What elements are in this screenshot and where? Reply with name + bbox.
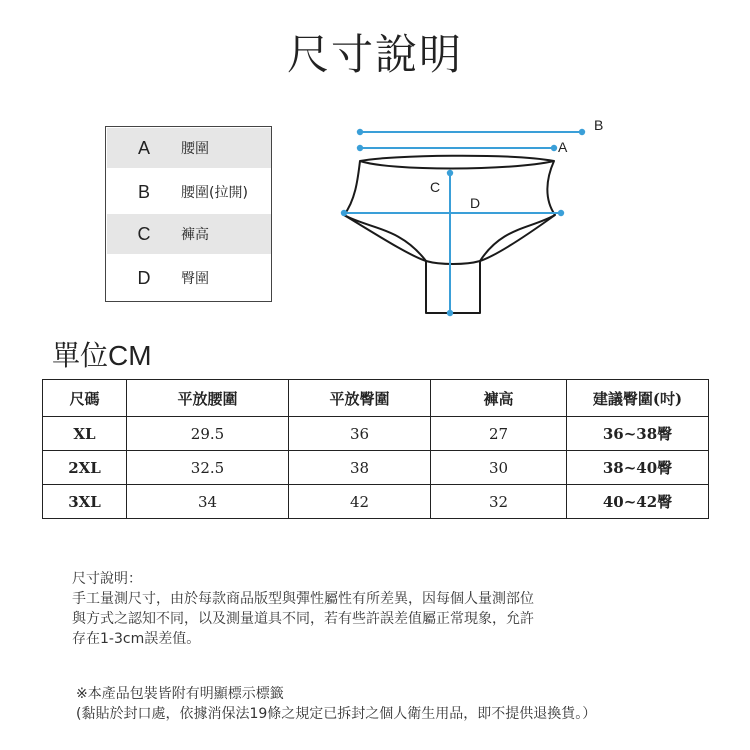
table-cell: 40~42臀 — [567, 485, 709, 519]
label-a: A — [558, 139, 568, 155]
measure-line-c — [447, 170, 453, 316]
measurement-legend — [105, 126, 272, 302]
table-cell: 29.5 — [127, 417, 289, 451]
legend-key: B — [137, 181, 150, 202]
legend-key: D — [137, 267, 151, 288]
table-cell: 38 — [289, 451, 431, 485]
table-cell: 32.5 — [127, 451, 289, 485]
label-b: B — [594, 117, 604, 133]
legend-row-c — [107, 214, 271, 254]
table-cell: 30 — [431, 451, 567, 485]
unit-label: 單位CM — [52, 340, 152, 371]
legend-row-a — [107, 128, 271, 168]
measure-line-a — [357, 145, 557, 151]
notice-line: (黏貼於封口處，依據消保法19條之規定已拆封之個人衛生用品，即不提供退換貨。） — [76, 706, 597, 722]
column-header: 建議臀圍(吋) — [567, 380, 709, 417]
legend-row-b — [107, 172, 271, 212]
table-header-row — [43, 380, 709, 417]
legend-label: 臀圍 — [181, 271, 209, 287]
size-table — [42, 379, 709, 519]
legend-label: 褲高 — [181, 227, 209, 243]
table-cell: 42 — [289, 485, 431, 519]
legend-key: C — [137, 223, 151, 244]
legend-label: 腰圍 — [181, 141, 209, 157]
label-c: C — [430, 179, 441, 195]
page-title: 尺寸說明 — [286, 30, 463, 79]
column-header: 尺碼 — [43, 380, 127, 417]
table-cell: XL — [43, 417, 127, 451]
notes-line: 手工量測尺寸，由於每款商品版型與彈性屬性有所差異，因每個人量測部位 — [72, 591, 534, 607]
notes-line: 存在1-3cm誤差值。 — [72, 631, 201, 647]
size-notes — [72, 569, 534, 649]
table-cell: 3XL — [43, 485, 127, 519]
table-cell: 36~38臀 — [567, 417, 709, 451]
legend-label: 腰圍(拉開) — [181, 185, 248, 201]
table-cell: 2XL — [43, 451, 127, 485]
table-row — [43, 451, 709, 485]
underwear-measurement-diagram — [330, 115, 610, 325]
measure-line-b — [357, 129, 585, 135]
table-cell: 27 — [431, 417, 567, 451]
column-header: 褲高 — [431, 380, 567, 417]
table-cell: 34 — [127, 485, 289, 519]
legend-key: A — [137, 137, 150, 158]
return-policy-notice — [76, 684, 596, 724]
measure-line-d — [341, 210, 564, 216]
column-header: 平放腰圍 — [127, 380, 289, 417]
label-d: D — [470, 195, 481, 211]
table-cell: 32 — [431, 485, 567, 519]
table-row — [43, 485, 709, 519]
column-header: 平放臀圍 — [289, 380, 431, 417]
table-cell: 38~40臀 — [567, 451, 709, 485]
legend-row-d — [107, 258, 271, 298]
table-cell: 36 — [289, 417, 431, 451]
table-row — [43, 417, 709, 451]
notice-line: ※本產品包裝皆附有明顯標示標籤 — [76, 686, 284, 702]
notes-heading: 尺寸說明： — [72, 571, 142, 587]
notes-line: 與方式之認知不同，以及測量道具不同，若有些許誤差值屬正常現象，允許 — [72, 611, 534, 627]
